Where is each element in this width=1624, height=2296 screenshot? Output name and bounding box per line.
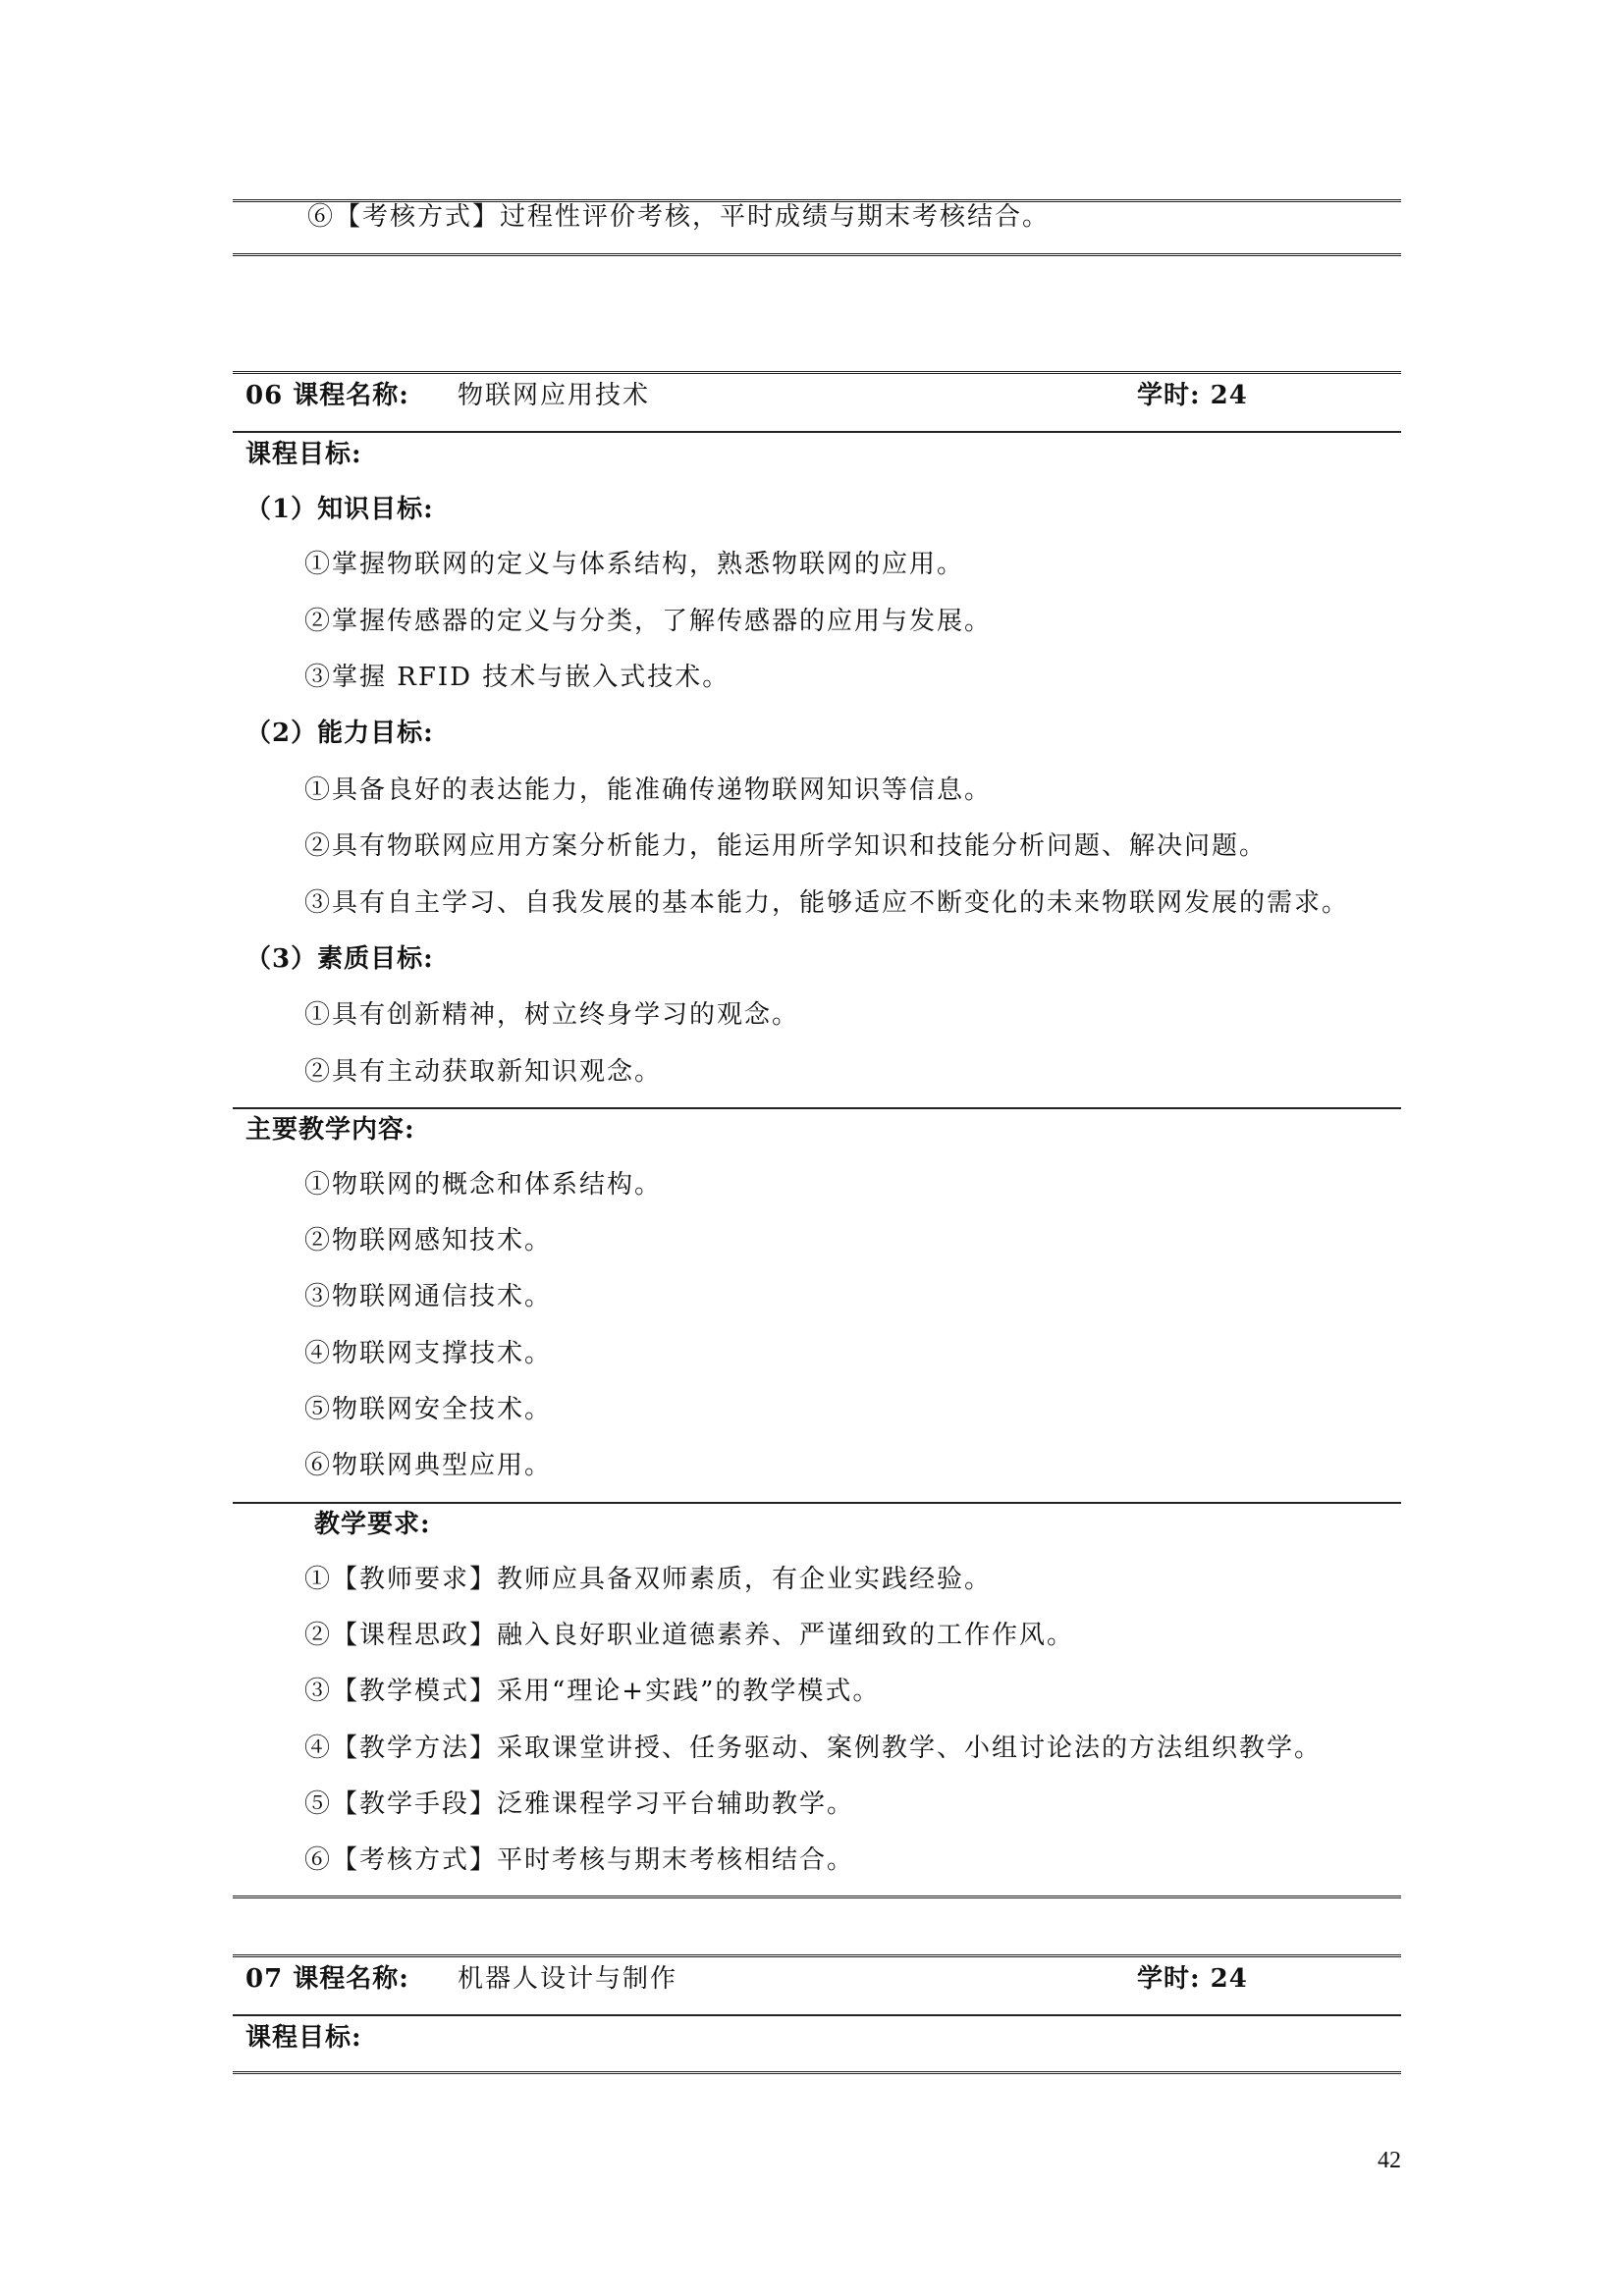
- content-item: ②物联网感知技术。: [304, 1226, 553, 1255]
- course06-hours: 学时: 24: [1137, 381, 1248, 410]
- course06-objectives-title: 课程目标:: [245, 440, 362, 469]
- course06-bottom-rule: [233, 1896, 1401, 1898]
- ability-item: ①具备良好的表达能力，能准确传递物联网知识等信息。: [304, 775, 993, 805]
- course06-name: 物联网应用技术: [458, 381, 651, 410]
- requirement-item: ④【教学方法】采取课堂讲授、任务驱动、案例教学、小组讨论法的方法组织教学。: [304, 1734, 1323, 1763]
- ability-item: ②具有物联网应用方案分析能力，能运用所学知识和技能分析问题、解决问题。: [304, 831, 1268, 861]
- knowledge-title: （1）知识目标:: [245, 495, 434, 524]
- course06-number-label: 06 课程名称:: [245, 381, 409, 410]
- course06-top-rule: [233, 371, 1401, 374]
- requirements-section-rule: [233, 1502, 1401, 1504]
- quality-item: ②具有主动获取新知识观念。: [304, 1057, 663, 1087]
- quality-item: ①具有创新精神，树立终身学习的观念。: [304, 1000, 800, 1030]
- quality-title: （3）素质目标:: [245, 944, 434, 974]
- requirement-item: ③【教学模式】采用“理论+实践”的教学模式。: [304, 1677, 881, 1706]
- course07-bottom-rule: [233, 2071, 1401, 2074]
- course07-objectives-title: 课程目标:: [245, 2023, 362, 2053]
- course07-hours: 学时: 24: [1137, 1964, 1248, 1994]
- content-item: ⑥物联网典型应用。: [304, 1451, 553, 1480]
- content-item: ⑤物联网安全技术。: [304, 1395, 553, 1424]
- knowledge-item: ②掌握传感器的定义与分类，了解传感器的应用与发展。: [304, 607, 993, 636]
- ability-title: （2）能力目标:: [245, 719, 434, 748]
- content-title: 主要教学内容:: [245, 1115, 415, 1145]
- requirement-item: ②【课程思政】融入良好职业道德素养、严谨细致的工作作风。: [304, 1621, 1075, 1650]
- course06-header-rule: [233, 431, 1401, 433]
- knowledge-item: ③掌握 RFID 技术与嵌入式技术。: [304, 663, 731, 692]
- content-item: ④物联网支撑技术。: [304, 1339, 553, 1368]
- course07-number-label: 07 课程名称:: [245, 1964, 409, 1994]
- course07-top-rule: [233, 1954, 1401, 1957]
- content-section-rule: [233, 1107, 1401, 1109]
- requirement-item: ①【教师要求】教师应具备双师素质，有企业实践经验。: [304, 1565, 993, 1594]
- table-bottom-rule: [233, 253, 1401, 256]
- content-item: ③物联网通信技术。: [304, 1282, 553, 1311]
- page-number: 42: [1378, 2148, 1401, 2173]
- requirement-item: ⑤【教学手段】泛雅课程学习平台辅助教学。: [304, 1789, 855, 1819]
- ability-item: ③具有自主学习、自我发展的基本能力，能够适应不断变化的未来物联网发展的需求。: [304, 888, 1350, 918]
- course07-name: 机器人设计与制作: [458, 1964, 678, 1994]
- requirements-title: 教学要求:: [314, 1510, 431, 1539]
- course07-header-rule: [233, 2014, 1401, 2016]
- prev-assessment-line: ⑥【考核方式】过程性评价考核，平时成绩与期末考核结合。: [307, 202, 1051, 232]
- knowledge-item: ①掌握物联网的定义与体系结构，熟悉物联网的应用。: [304, 550, 965, 579]
- content-item: ①物联网的概念和体系结构。: [304, 1170, 663, 1200]
- requirement-item: ⑥【考核方式】平时考核与期末考核相结合。: [304, 1845, 855, 1875]
